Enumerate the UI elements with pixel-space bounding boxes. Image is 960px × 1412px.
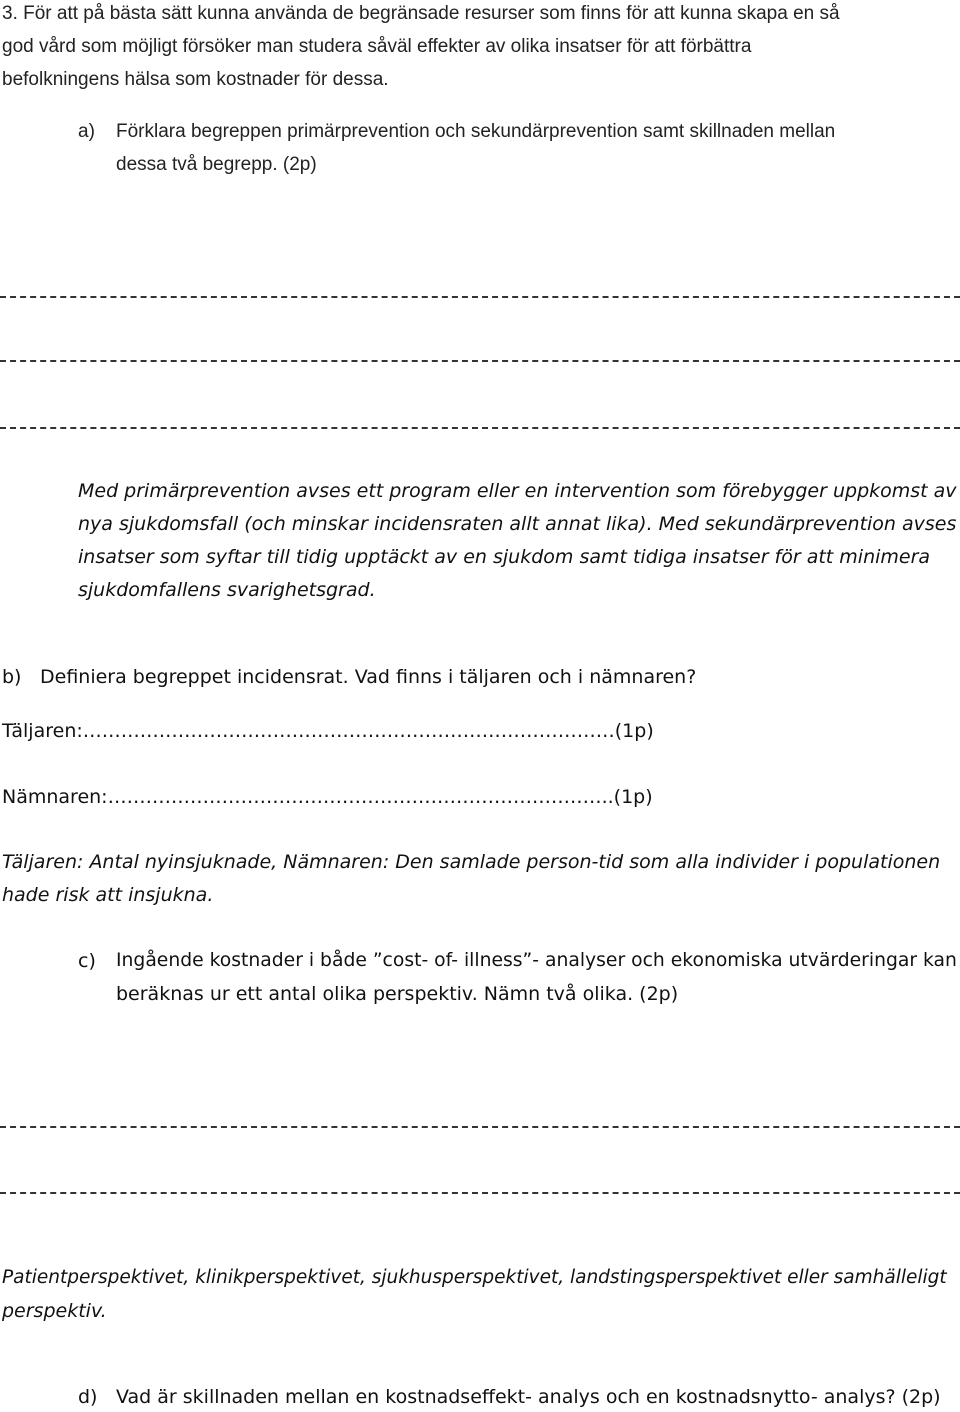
part-c-answer-line-2: perspektiv. [2, 1300, 107, 1322]
answer-dash-line [0, 1126, 960, 1128]
question-intro-line-1: 3. För att på bästa sätt kunna använda de begränsade resurser som finns för att kunna skapa en så [2, 3, 840, 24]
part-a-answer-line-2: nya sjukdomsfall (och minskar incidensraten allt annat lika). Med sekundärprevention avses [78, 513, 957, 535]
part-c-answer-line-1: Patientperspektivet, klinikperspektivet, sjukhusperspektivet, landstingsperspektivet eller samhälleligt [2, 1267, 947, 1288]
part-c-line-2: beräknas ur ett antal olika perspektiv. Nämn två olika. (2p) [116, 983, 679, 1005]
part-a-line-2: dessa två begrepp. (2p) [116, 154, 317, 175]
part-b-answer-line-2: hade risk att insjukna. [2, 884, 214, 906]
part-c-label: c) [78, 950, 96, 972]
taljaren-fill-line: Täljaren:…………………………………………………………………………(1p) [2, 720, 654, 742]
answer-dash-line [0, 360, 960, 362]
part-c-line-1: Ingående kostnader i både ”cost- of- illness”- analyser och ekonomiska utvärderingar kan [116, 950, 957, 971]
part-a-answer-line-4: sjukdomfallens svarighetsgrad. [78, 579, 376, 601]
part-d-label: d) [78, 1386, 98, 1408]
part-a-answer-line-1: Med primärprevention avses ett program eller en intervention som förebygger uppkomst av [78, 480, 957, 502]
question-intro-line-2: god vård som möjligt försöker man studera såväl effekter av olika insatser för att förbättra [2, 36, 752, 57]
answer-dash-line [0, 296, 960, 298]
answer-dash-line [0, 1192, 960, 1194]
part-b-answer-line-1: Täljaren: Antal nyinsjuknade, Nämnaren: Den samlade person-tid som alla individer i populationen [2, 851, 941, 873]
namnaren-fill-line: Nämnaren:……………………………………………………………………..(1p) [2, 786, 653, 808]
part-d-question: Vad är skillnaden mellan en kostnadseffekt- analys och en kostnadsnytto- analys? (2p) [116, 1386, 941, 1408]
part-a-line-1: Förklara begreppen primärprevention och sekundärprevention samt skillnaden mellan [116, 121, 836, 142]
question-intro-line-3: befolkningens hälsa som kostnader för dessa. [2, 69, 389, 90]
part-a-label: a) [78, 121, 95, 142]
part-b-label: b) [2, 666, 22, 688]
part-a-answer-line-3: insatser som syftar till tidig upptäckt av en sjukdom samt tidiga insatser för att minimera [78, 546, 931, 568]
answer-dash-line [0, 427, 960, 429]
part-b-question: Definiera begreppet incidensrat. Vad finns i täljaren och i nämnaren? [40, 666, 697, 688]
